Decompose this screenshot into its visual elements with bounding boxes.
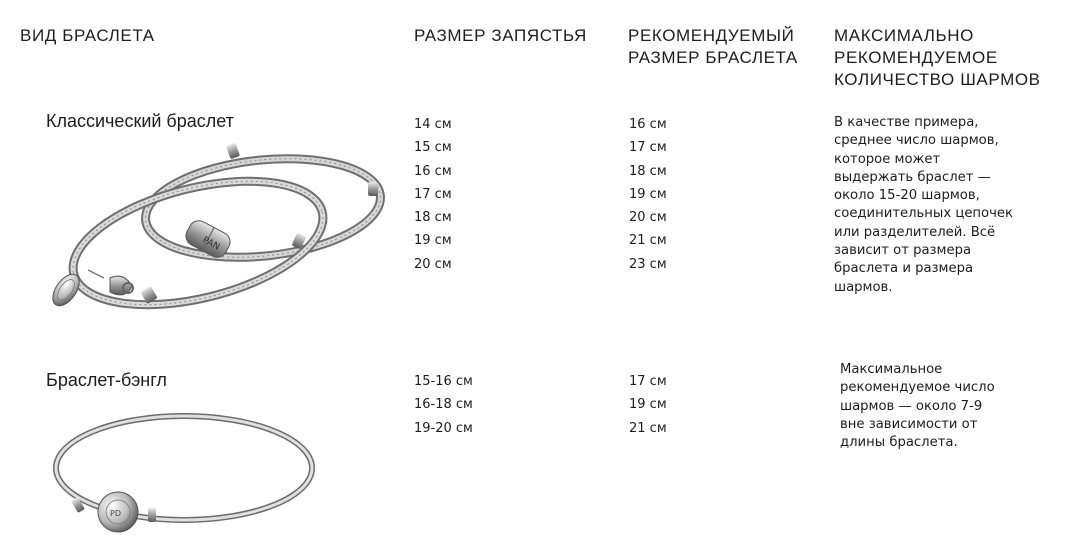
list-item: 19 см [414, 233, 452, 249]
bangle-wrist-sizes [414, 370, 473, 440]
list-item: 18 см [629, 163, 667, 179]
bangle-bracelet-icon [44, 398, 324, 548]
list-item: 20 см [414, 256, 452, 272]
list-item: 16 см [629, 117, 667, 132]
list-item: 16 см [414, 163, 452, 179]
header-bracelet-type: ВИД БРАСЛЕТА [20, 26, 155, 45]
list-item: 15 см [414, 140, 452, 156]
svg-text:PD: PD [110, 509, 121, 518]
list-item: 18 см [414, 210, 452, 226]
classic-charms-note: В качестве примера, среднее число шармов, которое может выдержать браслет — около 15-20 шармов, соединительных цепочек или разделителей. Всё зависит от размера браслета и размера шармов. [834, 115, 1013, 295]
classic-recommended-sizes [629, 113, 667, 276]
list-item: 17 см [629, 374, 667, 389]
snake-chain-bracelet-icon [38, 138, 388, 328]
list-item: 19-20 см [414, 420, 473, 436]
list-item: 23 см [629, 256, 667, 272]
bangle-charms-note: Максимальное рекомендуемое число шармов — около 7-9 вне зависимости от длины браслета. [840, 362, 995, 451]
header-recommended-size: РЕКОМЕНДУЕМЫЙ РАЗМЕР БРАСЛЕТА [628, 26, 798, 67]
svg-text:PAN: PAN [200, 235, 222, 253]
list-item: 17 см [629, 140, 667, 156]
list-item: 17 см [414, 186, 452, 202]
list-item: 19 см [629, 397, 667, 413]
list-item: 14 см [414, 117, 452, 132]
list-item: 21 см [629, 420, 667, 436]
list-item: 15-16 см [414, 374, 473, 389]
header-max-charms: МАКСИМАЛЬНО РЕКОМЕНДУЕМОЕ КОЛИЧЕСТВО ШАРМОВ [834, 26, 1041, 89]
header-wrist-size: РАЗМЕР ЗАПЯСТЬЯ [414, 26, 587, 45]
classic-bracelet-name: Классический браслет [46, 111, 234, 131]
list-item: 20 см [629, 210, 667, 226]
list-item: 21 см [629, 233, 667, 249]
classic-wrist-sizes [414, 113, 452, 276]
bangle-bracelet-name: Браслет-бэнгл [46, 370, 167, 390]
list-item: 19 см [629, 186, 667, 202]
list-item: 16-18 см [414, 397, 473, 413]
bangle-recommended-sizes [629, 370, 667, 440]
